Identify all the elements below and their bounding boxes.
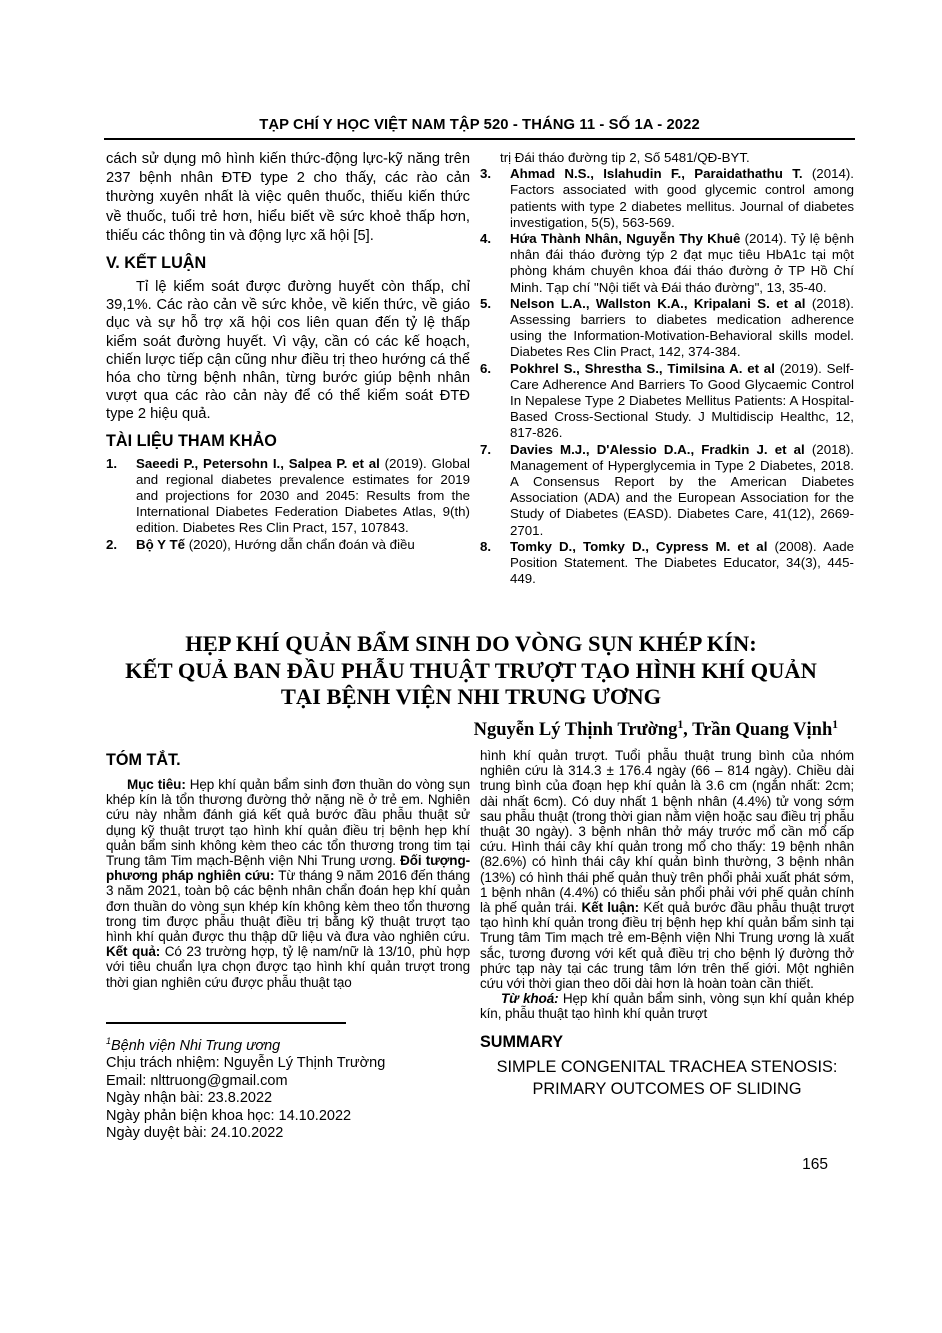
summary-title-line-1: SIMPLE CONGENITAL TRACHEA STENOSIS: — [496, 1057, 838, 1076]
reference-item-7 — [480, 442, 854, 539]
top-left-column — [106, 150, 470, 553]
article-authors: Nguyễn Lý Thịnh Trường$^1$, Trần Quang Vịnh$^1$ — [473, 719, 838, 741]
intro-paragraph: cách sử dụng mô hình kiến thức-động lực-kỹ năng trên 237 bệnh nhân ĐTĐ type 2 cho thấy, các rào cản thường xuyên nhất là việc quên thuốc, thiếu kiến thức về thuốc, tuổi trẻ hơn, hiểu biết về sức khoẻ thấp hơn, thiếu các thông tin và động lực xã hội [5]. — [106, 151, 470, 244]
journal-header — [104, 117, 855, 140]
page-number: 165 — [802, 1156, 828, 1173]
article-title-line-2: KẾT QUẢ BAN ĐẦU PHẪU THUẬT TRƯỢT TẠO HÌNH KHÍ QUẢN — [125, 657, 817, 683]
summary-title-line-2: PRIMARY OUTCOMES OF SLIDING — [532, 1080, 802, 1099]
reference-authors: Bộ Y Tế — [136, 536, 186, 552]
reference-authors: Pokhrel S., Shrestha S., Timilsina A. et al — [510, 360, 775, 376]
reference-item-5 — [480, 296, 854, 361]
reference-number: 1. — [106, 455, 118, 471]
reference-authors: Hứa Thành Nhân, Nguyễn Thy Khuê — [510, 231, 741, 247]
reference-authors: Tomky D., Tomky D., Cypress M. et al — [510, 538, 768, 554]
reference-item-4 — [480, 231, 854, 296]
conclusion-paragraph: Tỉ lệ kiểm soát được đường huyết còn thấp, chỉ 39,1%. Các rào cản về sức khỏe, về kiến thức, về giáo dục và sự hỗ trợ xã hội cos liên quan đến tỷ lệ thấp kiểm soát đường huyết. Vì vậy, cần có các kế hoạch, chiến lược tiếp cận cũng như điều trị theo hướng cá thể hóa cho từng bệnh nhân, từng bước giúp bệnh nhân vượt qua các rào cản này để có thể kiểm soát ĐTĐ type 2 hiệu quả. — [106, 279, 470, 423]
keywords-paragraph: Từ khoá: Hẹp khí quản bẩm sinh, vòng sụn khí quản khép kín, phẫu thuật tạo hình khí quản trượt — [480, 991, 854, 1022]
reference-item-1 — [106, 456, 470, 537]
reference-text: (2019). Self-Care Adherence And Barriers To Good Glycaemic Control In Nepalese Type 2 Diabetes Mellitus Patients: A Hospital-Based Cross-Sectional Study. J Multidiscip Healthc, 12, 817-826. — [510, 360, 854, 441]
reference-authors: Saeedi P., Petersohn I., Salpea P. et al — [136, 455, 380, 471]
reference-item-2 — [106, 537, 470, 553]
reference-text: (2014). Factors associated with good glycemic control among patients with type 2 diabetes mellitus. Journal of diabetes investigation, 5(5), 563-569. — [510, 166, 854, 230]
summary-title — [480, 1056, 854, 1101]
article-title — [60, 631, 882, 711]
top-right-column — [480, 150, 854, 587]
abstract-left-column — [106, 751, 470, 990]
abstract-paragraph-right: hình khí quản trượt. Tuổi phẫu thuật trung bình của nhóm nghiên cứu là 314.3 ± 176.4 ngày (66 – 814 ngày). Chiều dài trung bình của đoạn hẹp khí quản là 3.6 cm (ngắn nhất: 2cm; dài nhất 6cm). Có duy nhất 1 bệnh nhân (4.4%) tử vong sớm sau phẫu thuật (trong thời gian nằm viện hoặc sau điều trị phẫu thuật 30 ngày). 3 bệnh nhân thở máy trước mổ cần mổ cấp cứu. Hình thái cây khí quản trong mổ cho thấy: 19 bệnh nhân (82.6%) có hình thái cây khí quản bình thường, 3 bệnh nhân (13%) có hình thái phế quản thuỳ trên phổi phải xuất phát sớm, 1 bệnh nhân (4.4%) có thiểu sản phổi phải với phế quản chính là phế quản trái. Kết luận: Kết quả bước đầu phẫu thuật trượt tạo hình khí quản trong điều trị bệnh hẹp khí quản bẩm sinh tại Trung tâm Tim mạch trẻ em-Bệnh viện Nhi Trung ương là xuất sắc, tương đương với kết quả điều trị cho bệnh lý đường thở phức tạp này tại các trung tâm lớn trên thế giới. Một nghiên cứu với thời gian theo dõi dài hơn là hoàn toàn cần thiết. — [480, 748, 854, 992]
reference-number: 4. — [480, 231, 492, 247]
conclusion-heading: V. KẾT LUẬN — [106, 254, 207, 273]
reference-number: 2. — [106, 536, 118, 552]
footnote-responsible: Chịu trách nhiệm: Nguyễn Lý Thịnh Trường — [106, 1055, 386, 1072]
reference-authors: Ahmad N.S., Islahudin F., Paraidathathu T. — [510, 166, 803, 182]
reference-text: (2020), Hướng dẫn chẩn đoán và điều — [185, 536, 415, 552]
reference-number: 7. — [480, 441, 492, 457]
abstract-heading: TÓM TẮT. — [106, 751, 181, 769]
reference-item-8 — [480, 539, 854, 588]
reference-text: (2018). Management of Hyperglycemia in Type 2 Diabetes, 2018. A Consensus Report by the American Diabetes Association (ADA) and the European Association for the Study of Diabetes (EASD). Diabetes Care, 41(12), 2669-2701. — [510, 441, 854, 538]
footnote-email: Email: nlttruong@gmail.com — [106, 1072, 288, 1089]
abstract-paragraph-left: Mục tiêu: Hẹp khí quản bẩm sinh đơn thuần do vòng sụn khép kín là tổn thương đường thở nặng nề ở trẻ em. Nghiên cứu này nhằm đánh giá kết quả bước đầu phẫu thuật sử dụng kỹ thuật trượt tạo hình khí quản điều trị bệnh hẹp khí quản bẩm sinh không kèm theo các tổn thương trong tim tại Trung tâm Tim mạch-Bệnh viện Nhi Trung ương. Đối tượng-phương pháp nghiên cứu: Từ tháng 9 năm 2016 đến tháng 3 năm 2021, toàn bộ các bệnh nhân chẩn đoán hẹp khí quản đơn thuần do vòng sụn khép kín không kèm theo tổn thương trong tim được phẫu thuật điều trị bằng kỹ thuật trượt tạo hình khí quản được thu thập dữ liệu và đưa vào nghiên cứu. Kết quả: Có 23 trường hợp, tỷ lệ nam/nữ là 13/10, phù hợp với tiêu chuẩn lựa chọn được tạo hình khí quản trượt trong thời gian nghiên cứu được phẫu thuật tạo — [106, 777, 471, 990]
references-list-right — [480, 166, 854, 587]
footnote-divider — [106, 1022, 346, 1024]
summary-heading: SUMMARY — [480, 1032, 564, 1051]
reference-text: (2008). Aade Position Statement. The Diabetes Educator, 34(3), 445-449. — [510, 538, 855, 587]
reference-number: 5. — [480, 295, 492, 311]
reference-item-6 — [480, 361, 854, 442]
footnote-block — [106, 1022, 470, 1143]
article-title-line-3: TẠI BỆNH VIỆN NHI TRUNG ƯƠNG — [280, 684, 662, 709]
footnote-review-date: Ngày phản biện khoa học: 14.10.2022 — [106, 1107, 352, 1124]
references-list-left — [106, 456, 470, 553]
reference-text: (2014). Tỷ lệ bệnh nhân đái tháo đường týp 2 đạt mục tiêu HbA1c tại một phòng khám chuyên khoa đái tháo đường ở TP Hồ Chí Minh. Tạp chí "Nội tiết và Đái tháo đường", 13, 35-40. — [510, 231, 854, 295]
reference-item-3 — [480, 166, 854, 231]
footnote-received-date: Ngày nhận bài: 23.8.2022 — [106, 1090, 273, 1107]
reference-carryover-line: trị Đái tháo đường tip 2, Số 5481/QĐ-BYT. — [500, 150, 750, 165]
reference-authors: Nelson L.A., Wallston K.A., Kripalani S. et al — [510, 295, 806, 311]
footnote-affiliation: $^1$Bệnh viện Nhi Trung ương — [106, 1036, 281, 1054]
references-heading: TÀI LIỆU THAM KHẢO — [106, 431, 277, 450]
reference-number: 8. — [480, 538, 492, 554]
article-title-line-1: HẸP KHÍ QUẢN BẨM SINH DO VÒNG SỤN KHÉP KÍN: — [185, 631, 757, 656]
footnote-accepted-date: Ngày duyệt bài: 24.10.2022 — [106, 1125, 284, 1142]
reference-number: 6. — [480, 360, 492, 376]
abstract-right-column — [480, 748, 854, 1101]
journal-header-text: TẠP CHÍ Y HỌC VIỆT NAM TẬP 520 - THÁNG 11 - SỐ 1A - 2022 — [259, 117, 700, 133]
reference-authors: Davies M.J., D'Alessio D.A., Fradkin J. et al — [510, 441, 805, 457]
reference-number: 3. — [480, 166, 492, 182]
reference-text: (2018). Assessing barriers to diabetes medication adherence using the Information-Motivation-Behavioral skills model. Diabetes Res Clin Pract, 142, 374-384. — [510, 295, 854, 360]
reference-text: (2019). Global and regional diabetes prevalence estimates for 2019 and projections for 2030 and 2045: Results from the International Diabetes Federation Diabetes Atlas, 9(th) edition. Diabetes Res Clin Pract, 157, 107843. — [136, 455, 470, 536]
